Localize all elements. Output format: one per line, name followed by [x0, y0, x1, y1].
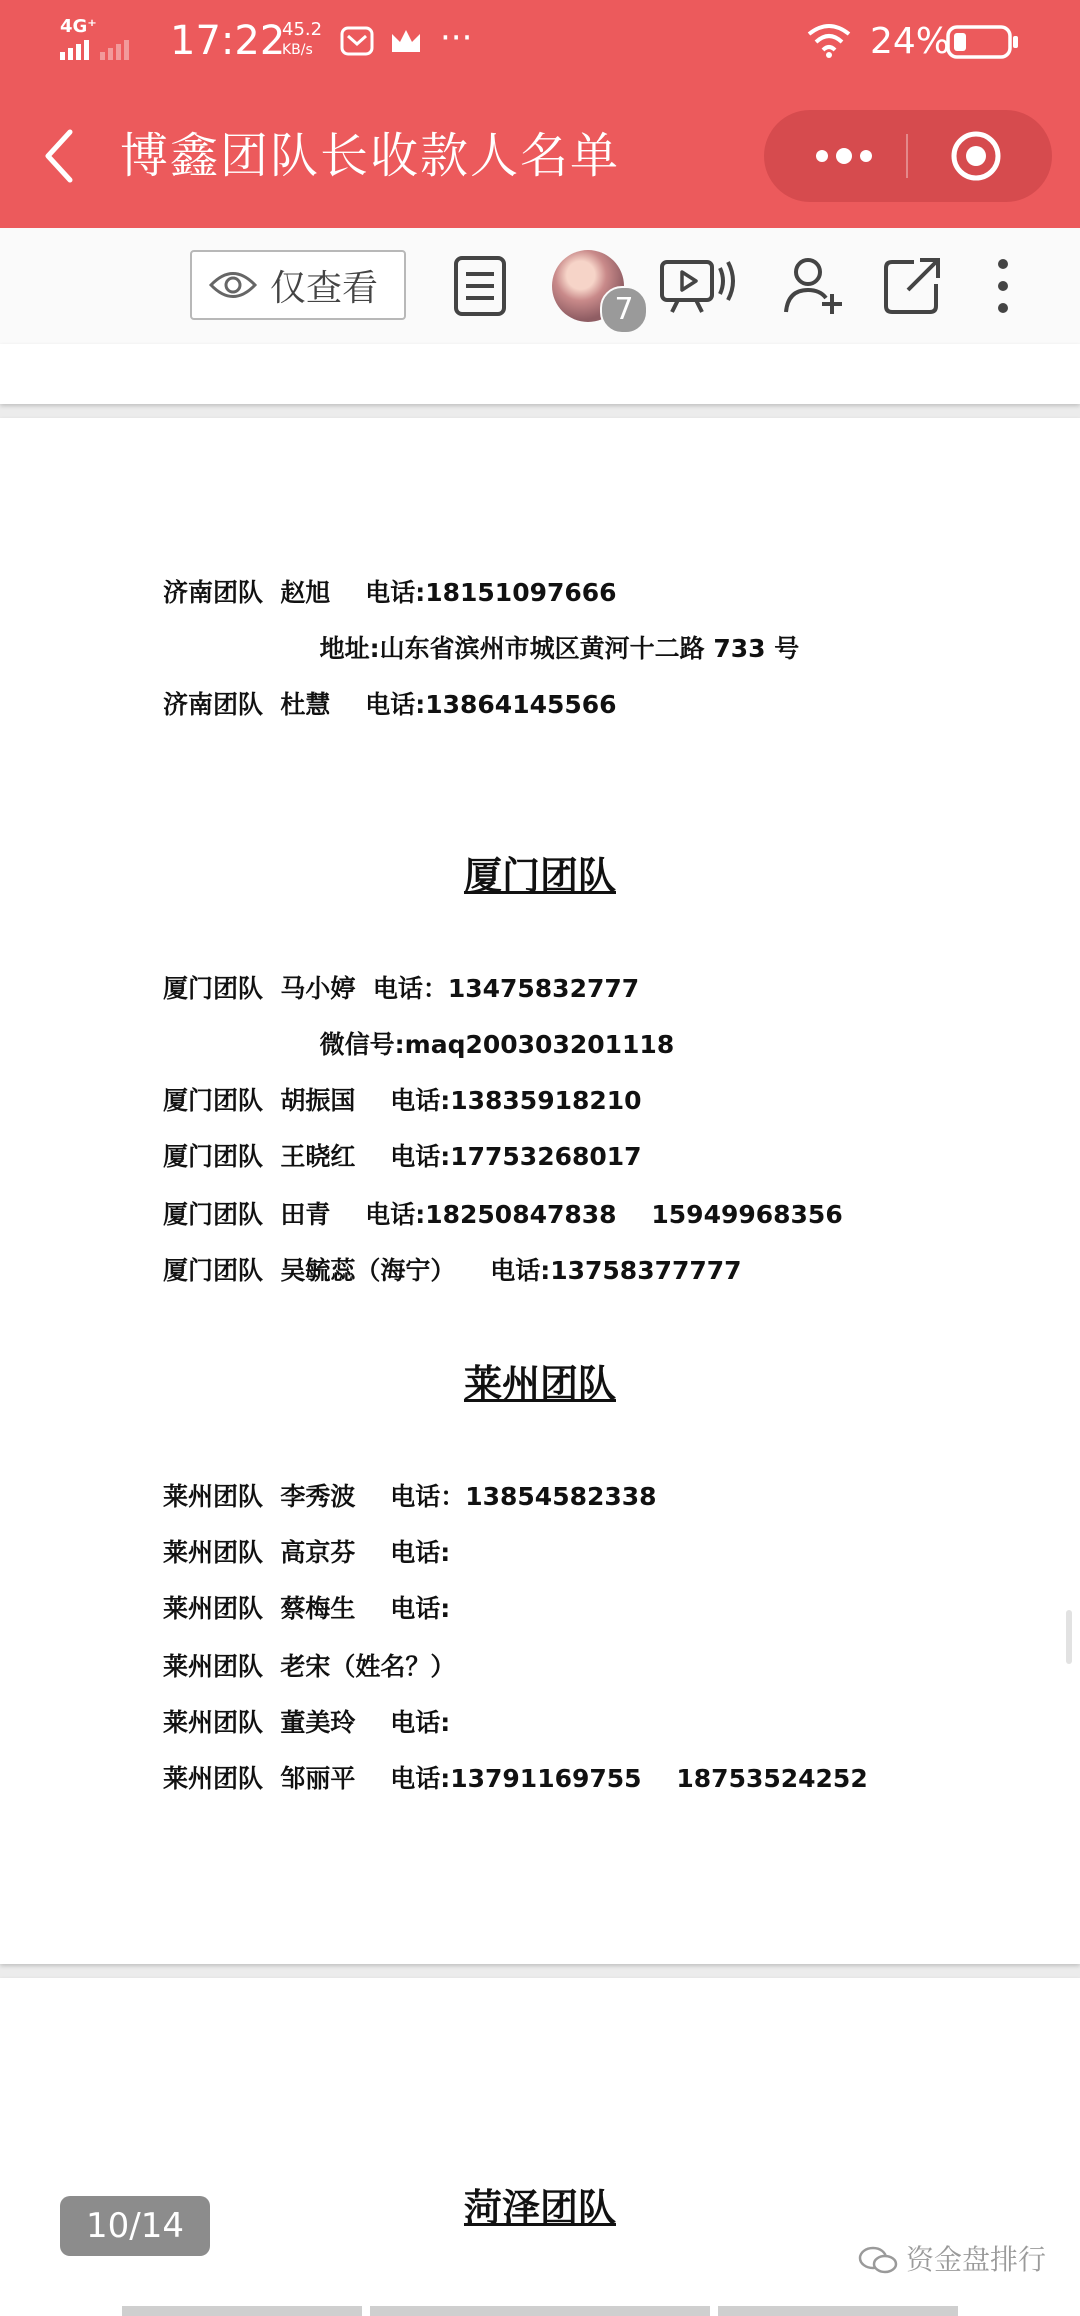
screen-share-icon[interactable] — [658, 254, 736, 318]
list-item: 微信号:maq200303201118 — [163, 1030, 675, 1059]
list-item: 厦门团队 马小婷 电话：13475832777 — [163, 974, 640, 1003]
table-cell — [718, 2306, 958, 2316]
list-item: 莱州团队 蔡梅生 电话: — [163, 1594, 451, 1623]
section-heading: 菏泽团队 — [463, 2186, 616, 2230]
table-cell — [370, 2306, 710, 2316]
scroll-indicator[interactable] — [1066, 1610, 1072, 1664]
page-indicator: 10/14 — [60, 2196, 210, 2256]
list-item: 莱州团队 董美玲 电话: — [163, 1708, 451, 1737]
more-dots-icon[interactable] — [804, 132, 884, 180]
list-item: 厦门团队 吴毓蕊（海宁） 电话:13758377777 — [163, 1256, 742, 1285]
share-icon[interactable] — [880, 254, 944, 318]
net-speed — [282, 20, 322, 60]
document-toolbar — [0, 228, 1080, 346]
vertical-more-icon[interactable] — [988, 254, 1018, 318]
mini-program-capsule — [764, 110, 1052, 202]
target-close-icon[interactable] — [950, 130, 1002, 182]
section-heading: 莱州团队 — [463, 1362, 616, 1406]
battery-percent: 24% — [869, 21, 950, 62]
list-item: 济南团队 赵旭 电话:18151097666 — [163, 578, 617, 607]
add-user-icon[interactable] — [782, 254, 846, 318]
page-title: 博鑫团队长收款人名单 — [120, 128, 621, 184]
clock: 17:22 — [170, 18, 286, 64]
collaborator-count-badge: 7 — [600, 286, 648, 334]
document-page-previous — [0, 344, 1080, 404]
watermark — [858, 2242, 1046, 2278]
readonly-label: 仅查看 — [270, 267, 379, 309]
wifi-icon — [806, 22, 852, 58]
status-bar — [0, 0, 1080, 84]
app-header — [0, 0, 1080, 228]
capsule-divider — [906, 134, 908, 178]
outline-list-icon[interactable] — [448, 254, 512, 318]
list-item: 莱州团队 高京芬 电话: — [163, 1538, 451, 1567]
list-item: 莱州团队 邹丽平 电话:13791169755 18753524252 — [163, 1764, 868, 1793]
watermark-text: 资金盘排行 — [905, 2243, 1046, 2276]
list-item: 厦门团队 胡振国 电话:13835918210 — [163, 1086, 642, 1115]
wechat-icon — [858, 2245, 898, 2275]
list-item: 厦门团队 王晓红 电话:17753268017 — [163, 1142, 642, 1171]
battery-icon — [946, 24, 1020, 60]
list-item: 地址:山东省滨州市城区黄河十二路 733 号 — [163, 634, 800, 663]
partial-table-row — [122, 2306, 962, 2316]
nav-header — [0, 96, 1080, 216]
list-item: 济南团队 杜慧 电话:13864145566 — [163, 690, 617, 719]
list-item: 厦门团队 田青 电话:18250847838 15949968356 — [163, 1200, 843, 1229]
list-item: 莱州团队 老宋（姓名？） — [163, 1652, 456, 1681]
crown-icon — [392, 30, 420, 52]
back-icon[interactable] — [36, 124, 84, 188]
net-speed-unit: KB/s — [282, 42, 313, 58]
network-type: 4G⁺ — [60, 16, 97, 37]
list-item: 莱州团队 李秀波 电话：13854582338 — [163, 1482, 657, 1511]
status-more: ··· — [440, 18, 473, 58]
table-cell — [122, 2306, 362, 2316]
readonly-mode-button[interactable] — [190, 250, 406, 320]
mail-icon — [342, 28, 372, 54]
signal-icon — [60, 38, 160, 60]
section-heading: 厦门团队 — [463, 854, 616, 898]
eye-icon — [208, 268, 258, 302]
net-speed-value: 45.2 — [282, 19, 323, 40]
